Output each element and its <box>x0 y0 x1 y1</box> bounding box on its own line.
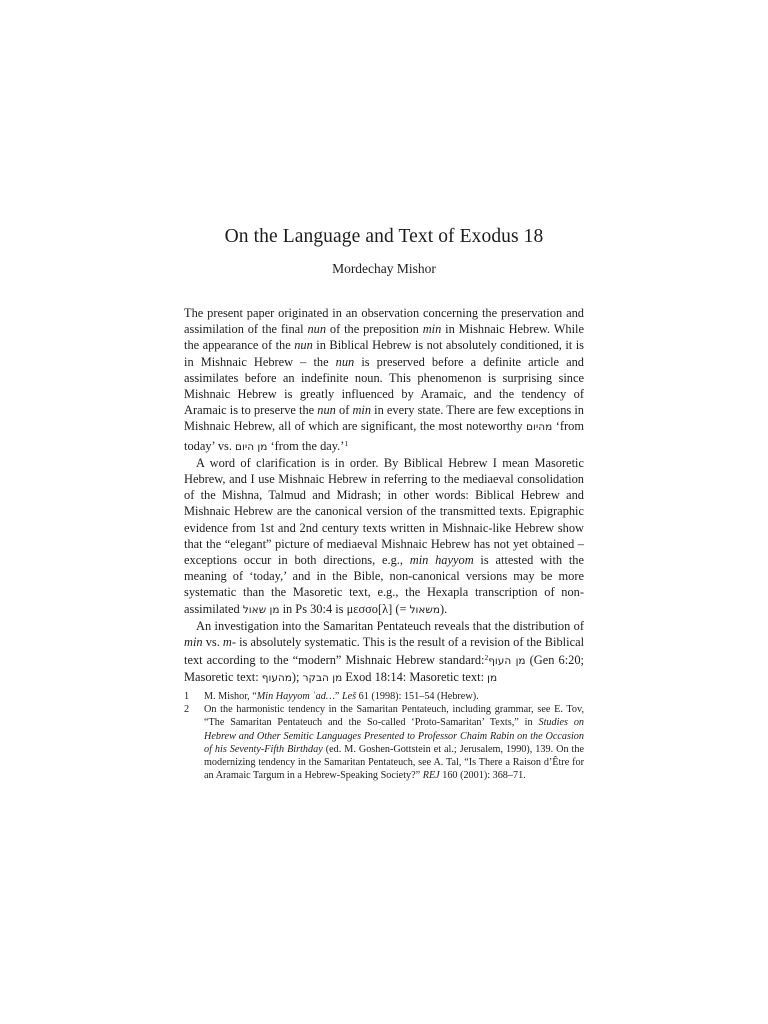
hebrew-term: מן היום <box>235 440 268 453</box>
paragraph-2: A word of clarification is in order. By Biblical Hebrew I mean Masoretic Hebrew, and I use Mishnaic Hebrew in referring to the mediaeval consolidation of the Mishna, Talmud and Midrash; in other words: Biblical Hebrew and Mishnaic Hebrew are the canonical version of the transmitted texts. Epigraphic evidence from 1st and 2nd century texts written in Mishnaic-like Hebrew show that the “elegant” picture of mediaeval Mishnaic Hebrew has not yet obtained – exceptions occur in both directions, e.g., min hayyom is attested with the meaning of ‘today,’ and in the Bible, non-canonical versions may be more systematic than the Masoretic text, e.g., the Hexapla transcription of non-assimilated מן שאול in Ps 30:4 is μεσσο[λ] (= משאול). <box>184 455 584 616</box>
paragraph-3: An investigation into the Samaritan Pentateuch reveals that the distribution of min vs. m- is absolutely systematic. This is the result of a revision of the Biblical text according to the “modern” Mishnaic Hebrew standard:$^2$מן העוף (Gen 6:20; Masoretic text: מהעוף); מן הבקר Exod 18:14: Masoretic text: מן <box>184 618 585 685</box>
footnote-1: 1 M. Mishor, “Min Hayyom ʿad…” Leš 61 (1998): 151–54 (Hebrew). <box>184 691 479 702</box>
footnote-ref-2[interactable]: 2 <box>484 653 489 663</box>
footnote-2: 2 On the harmonistic tendency in the Samaritan Pentateuch, including grammar, see E. Tov, “The Samaritan Pentateuch and the So-called ‘Proto-Samaritan’ Texts,” in Studies on Hebrew and Other Semitic Languages Presented to Professor Chaim Rabin on the Occasion of his Seventy-Fifth Birthday (ed. M. Goshen-Gottstein et al.; Jerusalem, 1990), 139. On the modernizing tendency in the Samaritan Pentateuch, see A. Tal, “Is There a Raison d’Être for an Aramaic Targum in a Hebrew-Speaking Society?” REJ 160 (2001): 368–71. <box>184 704 585 782</box>
hebrew-term: מהיום <box>526 421 553 434</box>
hebrew-term: מן שאול <box>242 603 280 616</box>
hebrew-term: מן העוף <box>488 655 526 668</box>
hebrew-term: מן <box>487 672 498 685</box>
hebrew-term: מן הבקר <box>302 672 343 685</box>
footnote-number: 2 <box>184 704 190 716</box>
hebrew-term: מהעוף <box>261 672 292 685</box>
footnote-number: 1 <box>184 691 190 702</box>
article-title: On the Language and Text of Exodus 18 <box>224 226 544 247</box>
hebrew-term: משאול <box>409 603 440 616</box>
article-author: Mordechay Mishor <box>332 261 436 276</box>
paragraph-1: The present paper originated in an observation concerning the preservation and assimilation of the final nun of the preposition min in Mishnaic Hebrew. While the appearance of the nun in Biblical Hebrew is not absolutely conditioned, it is in Mishnaic Hebrew – the nun is preserved before a definite article and assimilates before an indefinite noun. This phenomenon is surprising since Mishnaic Hebrew is greatly influenced by Aramaic, and the tendency of Aramaic is to preserve the nun of min in every state. There are few exceptions in Mishnaic Hebrew, all of which are significant, the most noteworthy מהיום ‘from today’ vs. מן היום ‘from the day.’$^1$ <box>184 306 584 453</box>
footnote-ref-1[interactable]: 1 <box>344 438 349 448</box>
footnotes <box>184 690 584 782</box>
article-body <box>184 305 584 687</box>
